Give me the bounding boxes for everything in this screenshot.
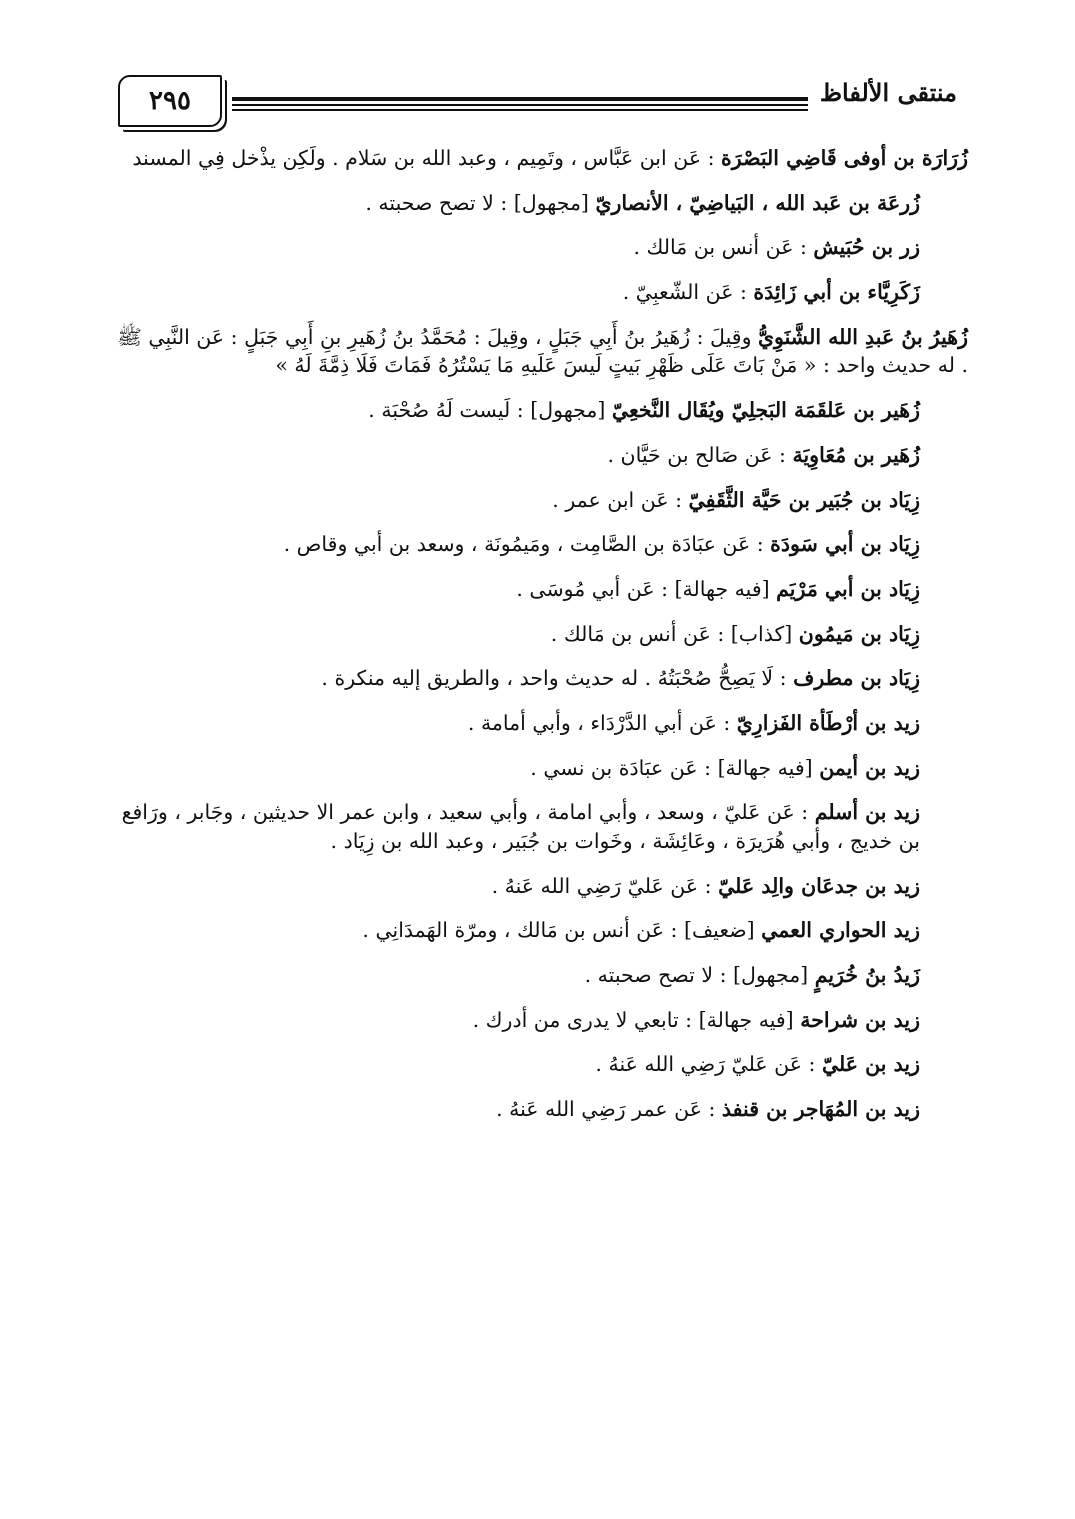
entry-text: : عَن ابن عَبَّاس ، وتَمِيم ، وعبد الله بن سَلام . ولَكِن يذْخل فِي المسند: [132, 146, 722, 170]
header-rule: [232, 97, 808, 101]
entry-name: زِيَاد بن جُبَير بن حَيَّة الثَّقَفِيّ: [688, 487, 920, 512]
entry-text: : عَن عَليّ رَضِي الله عَنهُ .: [595, 1052, 822, 1077]
entry-name: زيد بن أسلم: [814, 800, 920, 825]
book-title: منتقى الألفاظ: [819, 78, 957, 107]
entry-text: [ضعيف] : عَن أنس بن مَالك ، ومرّة الهَمدَانِي .: [362, 918, 762, 943]
entry-name: زُرَارَة بن أوفى قَاضِي البَصْرَة: [721, 146, 968, 170]
entry: [110, 278, 968, 307]
entry-text: : عَن عَليّ رَضِي الله عَنهُ .: [491, 873, 719, 898]
entry-name: زَكَرِيَّاء بن أبي زَائِدَة: [753, 280, 920, 305]
entry-name: زِيَاد بن أبي مَرْيَم: [776, 576, 920, 601]
entry-name: زُهَير بن مُعَاوِيَة: [792, 442, 920, 467]
entry-text: [كذاب] : عَن أنس بن مَالك .: [550, 621, 799, 646]
entry-name: زيد بن شراحة: [800, 1007, 920, 1032]
entry-text: [مجهول] : لا تصح صحبته .: [584, 963, 815, 988]
entry-name: زِيَاد بن أبي سَودَة: [770, 532, 920, 557]
entry-name: زيد بن جدعَان والِد عَليّ: [718, 873, 920, 898]
entry: [110, 916, 968, 945]
entry: [110, 709, 968, 738]
entry-text: : عَن الشّعبِيّ .: [622, 280, 754, 305]
entry-text: [مجهول] : لا تصح صحبته .: [365, 190, 596, 215]
entry-text: [فيه جهالة] : عَن عبَادَة بن نسي .: [530, 755, 820, 780]
entry: [110, 530, 968, 559]
entry-text: وقِيلَ : زُهَيرُ بنُ أَبِي جَبَلٍ ، وقِيلَ : مُحَمَّدُ بنُ زُهَيرِ بنِ أَبِي جَبَلٍ : عَن النَّبِي ﷺ . له حديث واحد : « مَنْ بَاتَ عَلَى ظَهْرِ بَيتٍ لَيسَ عَلَيهِ مَا يَسْتُرُهُ فَمَاتَ فَلَا ذِمَّةَ لَهُ »: [117, 324, 968, 378]
entry-text: : عَن عمر رَضِي الله عَنهُ .: [496, 1097, 722, 1122]
entry: [110, 189, 968, 218]
entry-name: زيد الحواري العمي: [761, 918, 920, 943]
entry: [110, 664, 968, 693]
entry-name: زُرعَة بن عَبد الله ، البَياضِيّ ، الأنصاريّ: [595, 190, 920, 215]
entry: [110, 620, 968, 649]
entry-name: زيد بن عَليّ: [821, 1052, 920, 1077]
entries-list: [110, 140, 968, 1124]
page-number: ٢٩٥: [118, 75, 222, 127]
entry: [110, 961, 968, 990]
entry-name: زيد بن أرْطَأة الفَزارِيّ: [736, 710, 920, 735]
header-rule: [232, 109, 808, 111]
entry-text: : عَن أبي الدَّرْدَاء ، وأبي أمامة .: [467, 710, 737, 735]
entry: [110, 486, 968, 515]
entry: [110, 872, 968, 901]
entry: [110, 754, 968, 783]
entry: [110, 798, 968, 855]
entry-text: [مجهول] : لَيست لَهُ صُحْبَة .: [368, 398, 612, 423]
entry-name: زيد بن المُهَاجر بن قنفذ: [721, 1097, 920, 1122]
entry: [110, 1006, 968, 1035]
entry: [110, 323, 968, 380]
entry-text: : عَن صَالح بن حَيَّان .: [607, 442, 793, 467]
entry-name: زيد بن أيمن: [819, 755, 920, 780]
entry-text: [فيه جهالة] : عَن أبي مُوسَى .: [516, 576, 777, 601]
entry: [110, 575, 968, 604]
entry: [110, 1050, 968, 1079]
entry: [110, 233, 968, 262]
entry-text: : عَن عبَادَة بن الصَّامِت ، ومَيمُونَة ، وسعد بن أبي وقاص .: [283, 532, 771, 557]
entry: [110, 441, 968, 470]
entry-text: : عَن عَليّ ، وسعد ، وأبي امامة ، وأبي سعيد ، وابن عمر الا حديثين ، وجَابر ، ورَافع بن خديج ، وأبي هُرَيرَة ، وعَائِشَة ، وخَوات بن جُبَير ، وعبد الله بن زِيَاد .: [121, 800, 920, 853]
entry-name: زُهَيرُ بنُ عَبدِ الله الشَّنَوِيُّ: [757, 324, 968, 349]
entry-name: زُهَير بن عَلقَمَة البَجلِيّ ويُقَال النَّخعِيّ: [611, 398, 920, 423]
entry-text: : عَن ابن عمر .: [552, 487, 689, 512]
entry-text: : لَا يَصِحُّ صُحْبَتُهُ . له حديث واحد ، والطريق إليه منكرة .: [321, 666, 794, 691]
entry-text: : عَن أنس بن مَالك .: [633, 235, 814, 260]
entry: [110, 144, 968, 173]
entry-name: زِيَاد بن مَيمُون: [798, 621, 920, 646]
entry: [110, 396, 968, 425]
entry-name: زَيدُ بنُ خُرَيمٍ: [814, 963, 920, 988]
entry-text: [فيه جهالة] : تابعي لا يدرى من أدرك .: [472, 1007, 801, 1032]
entry: [110, 1095, 968, 1124]
header-rule: [232, 104, 808, 106]
entry-name: زر بن حُبَيش: [813, 235, 920, 260]
entry-name: زِيَاد بن مطرف: [793, 666, 920, 691]
page-header: [0, 0, 1075, 150]
